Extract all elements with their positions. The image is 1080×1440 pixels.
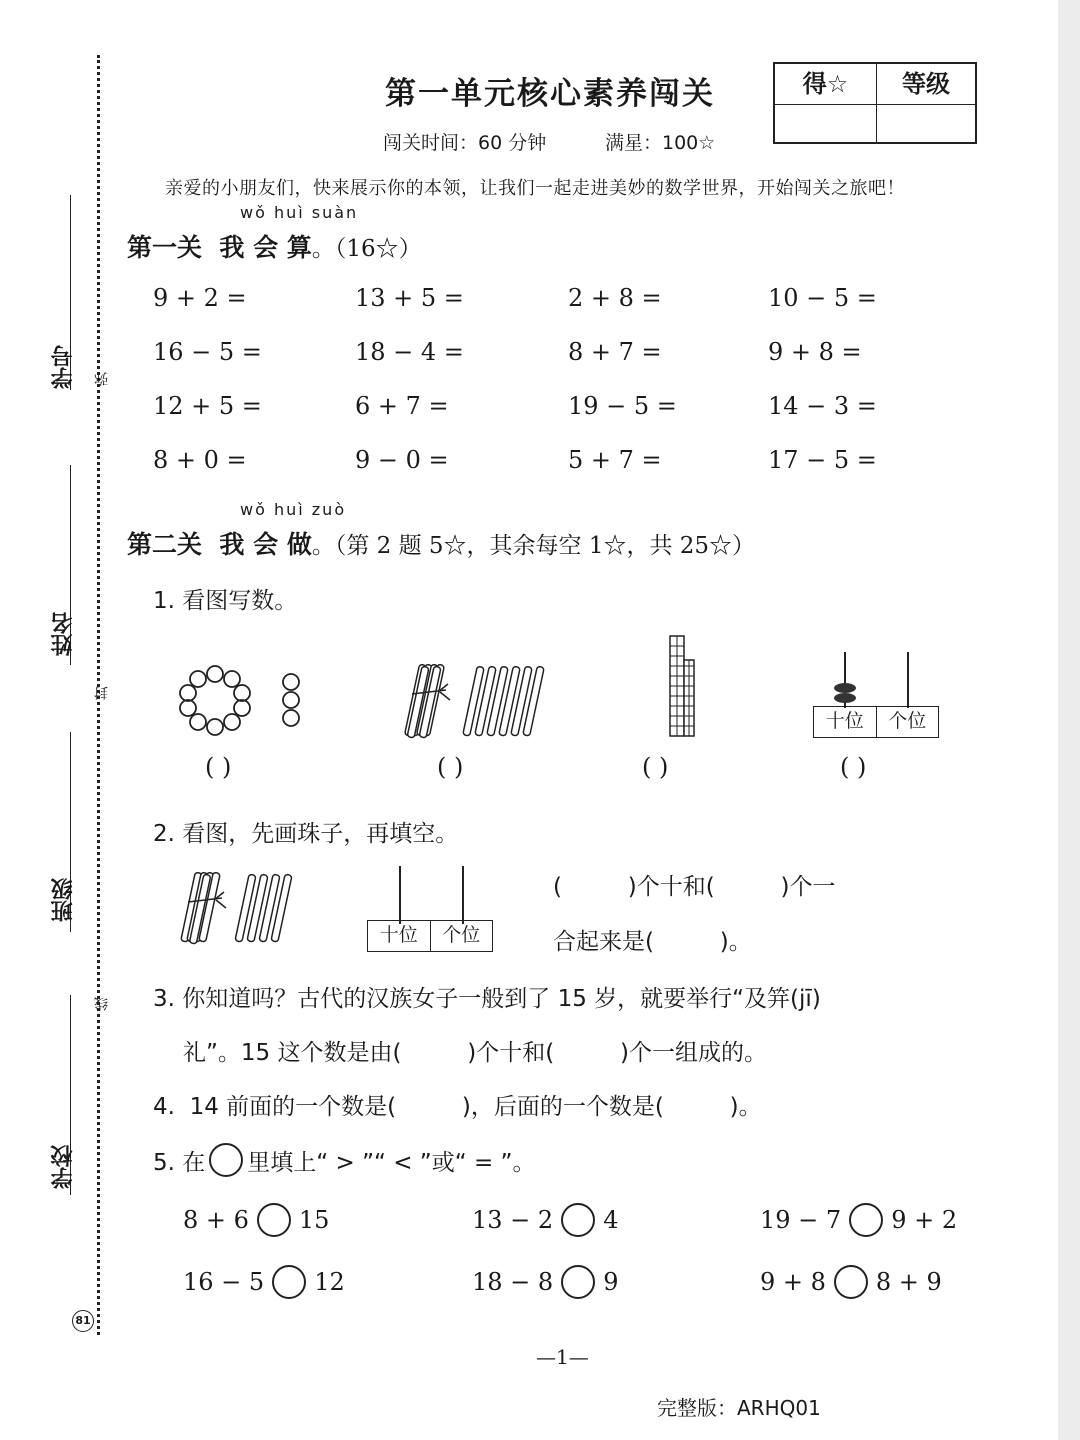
place-value-table-1 — [813, 706, 939, 738]
comparison-right: 12 — [314, 1268, 345, 1296]
comparison-left: 9 + 8 — [760, 1268, 826, 1296]
comparison-circle-input[interactable] — [561, 1265, 595, 1299]
equation-item[interactable]: 18 − 4 = — [355, 338, 464, 366]
label-school: 学校 — [51, 1145, 76, 1189]
score-table — [773, 62, 977, 144]
comparison-right: 4 — [603, 1206, 619, 1234]
equation-item[interactable]: 13 + 5 = — [355, 284, 464, 312]
equation-item[interactable]: 19 − 5 = — [568, 392, 677, 420]
page-mark-badge: 81 — [72, 1310, 94, 1332]
equation-item[interactable]: 2 + 8 = — [568, 284, 662, 312]
abacus-bead — [834, 683, 856, 693]
equation-item[interactable]: 9 + 2 = — [153, 284, 247, 312]
score-input[interactable] — [775, 103, 877, 144]
question-1: 1. 看图写数。 — [153, 588, 298, 614]
grade-label: 等级 — [875, 64, 977, 105]
section1-note: 。（16☆） — [311, 236, 422, 262]
circle-column — [283, 674, 299, 726]
q5-prefix: 5. 在 — [153, 1149, 206, 1176]
label-student-no: 学号 — [51, 345, 76, 389]
place-tens-label: 十位 — [379, 924, 418, 946]
equation-item[interactable]: 6 + 7 = — [355, 392, 449, 420]
stick-bundle — [405, 664, 450, 738]
equation-item[interactable]: 9 + 8 = — [768, 338, 862, 366]
page-number: —1— — [536, 1345, 589, 1369]
question-3-line2[interactable]: 礼”。15 这个数是由( )个十和( )个一组成的。 — [183, 1040, 767, 1066]
answer-blank-2[interactable]: ( ) — [437, 753, 464, 781]
answer-blank-1[interactable]: ( ) — [205, 753, 232, 781]
place-ones-label: 个位 — [876, 707, 939, 737]
comparison-circle-input[interactable] — [272, 1265, 306, 1299]
answer-blank-3[interactable]: ( ) — [642, 753, 669, 781]
section1-title: 第一关 我 会 算 — [127, 233, 312, 262]
comparison-circle-input[interactable] — [834, 1265, 868, 1299]
label-name: 姓名 — [51, 612, 76, 656]
comparison-item — [760, 1265, 942, 1299]
seal-char-feng: 封 — [94, 686, 110, 700]
comparison-left: 19 − 7 — [760, 1206, 842, 1234]
section2-title: 第二关 我 会 做 — [127, 530, 312, 559]
loose-sticks — [463, 666, 544, 736]
comparison-circle-input[interactable] — [849, 1203, 883, 1237]
q2-fill-line1[interactable]: ( )个十和( )个一 — [553, 874, 836, 900]
figure-q2-sticks — [176, 866, 301, 950]
section1-heading — [127, 228, 422, 264]
comparison-left: 18 − 8 — [472, 1268, 554, 1296]
circle-icon — [209, 1143, 243, 1177]
comparison-item — [760, 1203, 957, 1237]
stick-bundle — [181, 872, 226, 944]
figure-circles — [178, 662, 308, 742]
section2-note: 。（第 2 题 5☆，其余每空 1☆，共 25☆） — [311, 533, 756, 559]
score-label: 得☆ — [775, 64, 877, 105]
question-3-line1: 3. 你知道吗？古代的汉族女子一般到了 15 岁，就要举行“及笄(jī) — [153, 986, 821, 1012]
figure-cube-column — [662, 630, 702, 742]
q2-fill-line2[interactable]: 合起来是( )。 — [553, 929, 752, 955]
loose-sticks — [235, 874, 292, 942]
figure-abacus — [810, 648, 940, 708]
comparison-right: 9 + 2 — [891, 1206, 958, 1234]
answer-blank-4[interactable]: ( ) — [840, 753, 867, 781]
comparison-circle-input[interactable] — [257, 1203, 291, 1237]
place-value-table-2 — [367, 920, 493, 952]
equation-item[interactable]: 14 − 3 = — [768, 392, 877, 420]
intro-text: 亲爱的小朋友们，快来展示你的本领，让我们一起走进美妙的数学世界，开始闯关之旅吧！ — [165, 178, 905, 199]
place-tens-label: 十位 — [825, 710, 864, 732]
page-title: 第一单元核心素养闯关 — [385, 76, 715, 112]
version-code: 完整版：ARHQ01 — [657, 1396, 821, 1420]
question-5 — [153, 1143, 535, 1177]
circle-ring — [180, 666, 250, 735]
comparison-right: 9 — [603, 1268, 619, 1296]
figure-q2-abacus[interactable] — [368, 864, 494, 924]
equation-item[interactable]: 5 + 7 = — [568, 446, 662, 474]
time-limit: 闯关时间：60 分钟 — [383, 132, 547, 154]
place-ones-label: 个位 — [430, 921, 493, 951]
comparison-right: 8 + 9 — [875, 1268, 942, 1296]
abacus-bead — [834, 693, 856, 703]
equation-item[interactable]: 8 + 0 = — [153, 446, 247, 474]
grade-input[interactable] — [875, 103, 977, 144]
comparison-left: 16 − 5 — [183, 1268, 265, 1296]
question-4[interactable]: 4. 14 前面的一个数是( )，后面的一个数是( )。 — [153, 1094, 762, 1120]
label-class: 班级 — [51, 878, 76, 922]
comparison-circle-input[interactable] — [561, 1203, 595, 1237]
equation-item[interactable]: 17 − 5 = — [768, 446, 877, 474]
comparison-left: 8 + 6 — [183, 1206, 249, 1234]
section2-heading — [127, 525, 755, 561]
equation-item[interactable]: 12 + 5 = — [153, 392, 262, 420]
q5-suffix: 里填上“ > ”“ < ”或“ = ”。 — [247, 1149, 536, 1176]
figure-sticks — [400, 656, 545, 746]
section2-pinyin: wǒ huì zuò — [240, 500, 347, 519]
seal-char-xian: 线 — [94, 997, 110, 1011]
comparison-right: 15 — [298, 1206, 330, 1234]
seal-char-mi: 弥 — [94, 372, 110, 386]
full-score: 满星：100☆ — [605, 132, 716, 154]
equation-item[interactable]: 9 − 0 = — [355, 446, 449, 474]
page-edge — [1058, 0, 1080, 1440]
section1-pinyin: wǒ huì suàn — [240, 203, 359, 222]
equation-item[interactable]: 8 + 7 = — [568, 338, 662, 366]
equation-item[interactable]: 16 − 5 = — [153, 338, 262, 366]
question-2: 2. 看图，先画珠子，再填空。 — [153, 821, 459, 847]
comparison-item — [183, 1265, 345, 1299]
comparison-item — [472, 1203, 618, 1237]
comparison-item — [472, 1265, 618, 1299]
comparison-left: 13 − 2 — [472, 1206, 554, 1234]
comparison-item — [183, 1203, 329, 1237]
equation-item[interactable]: 10 − 5 = — [768, 284, 877, 312]
